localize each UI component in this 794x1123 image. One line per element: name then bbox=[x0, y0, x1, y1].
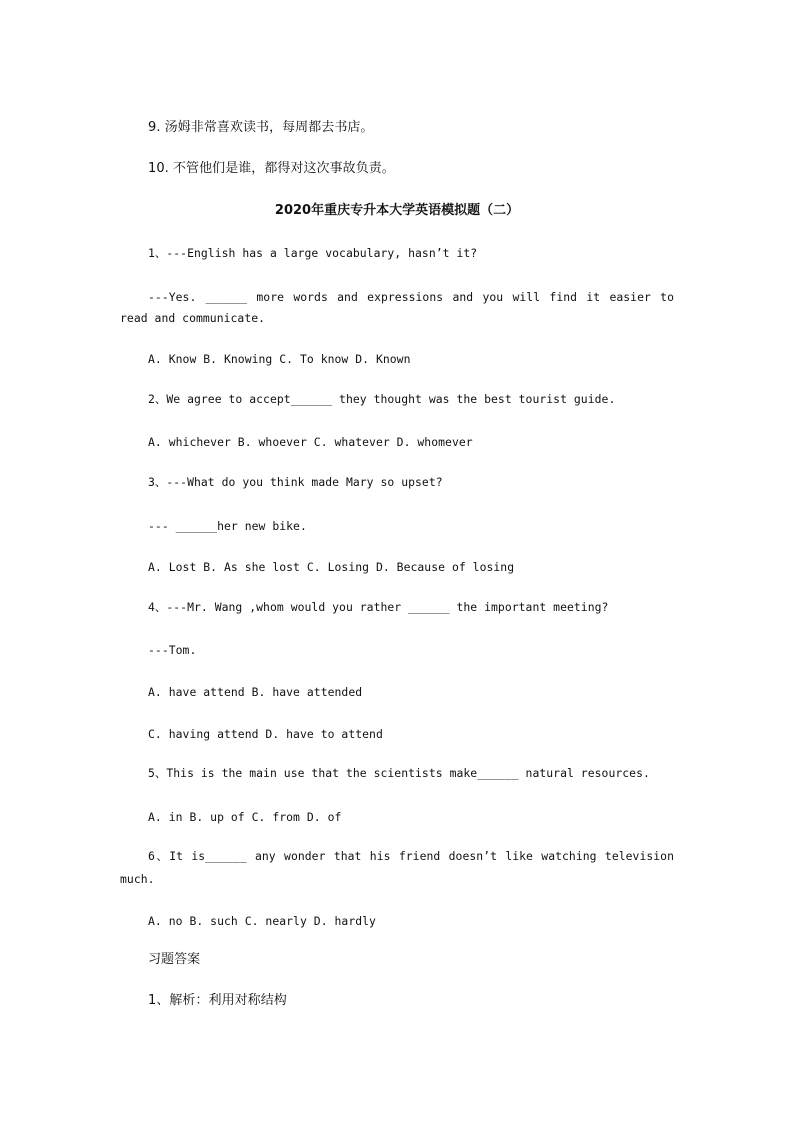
intro-item-9: 9. 汤姆非常喜欢读书，每周都去书店。 bbox=[148, 120, 374, 135]
question-4-response: ---Tom. bbox=[148, 643, 197, 657]
answer-1: 1、解析：利用对称结构 bbox=[148, 993, 287, 1008]
question-2-stem: 2、We agree to accept______ they thought was the best tourist guide. bbox=[148, 392, 616, 406]
question-4-options: A. have attend B. have attended bbox=[148, 685, 363, 699]
question-1-response-cont: read and communicate. bbox=[120, 311, 266, 325]
question-4-options-2: C. having attend D. have to attend bbox=[148, 727, 383, 741]
question-1-response: ---Yes. ______ more words and expressions and you will find it easier to bbox=[148, 290, 674, 304]
question-4-stem: 4、---Mr. Wang ,whom would you rather ______ the important meeting? bbox=[148, 600, 609, 614]
question-6-stem: 6、It is______ any wonder that his friend doesn’t like watching television bbox=[148, 849, 674, 863]
question-1-stem: 1、---English has a large vocabulary, hasn’t it? bbox=[148, 246, 478, 260]
question-5-options: A. in B. up of C. from D. of bbox=[148, 810, 342, 824]
question-2-options: A. whichever B. whoever C. whatever D. whomever bbox=[148, 435, 473, 449]
answers-heading: 习题答案 bbox=[148, 952, 201, 967]
exam-title: 2020年重庆专升本大学英语模拟题（二） bbox=[274, 203, 520, 218]
question-3-options: A. Lost B. As she lost C. Losing D. Because of losing bbox=[148, 560, 515, 574]
intro-item-10: 10. 不管他们是谁，都得对这次事故负责。 bbox=[148, 161, 395, 176]
question-3-stem: 3、---What do you think made Mary so upset? bbox=[148, 475, 443, 489]
question-3-response: --- ______her new bike. bbox=[148, 519, 307, 533]
question-6-stem-cont: much. bbox=[120, 872, 155, 886]
question-6-options: A. no B. such C. nearly D. hardly bbox=[148, 914, 376, 928]
question-5-stem: 5、This is the main use that the scientists make______ natural resources. bbox=[148, 766, 650, 780]
question-1-options: A. Know B. Knowing C. To know D. Known bbox=[148, 352, 411, 366]
